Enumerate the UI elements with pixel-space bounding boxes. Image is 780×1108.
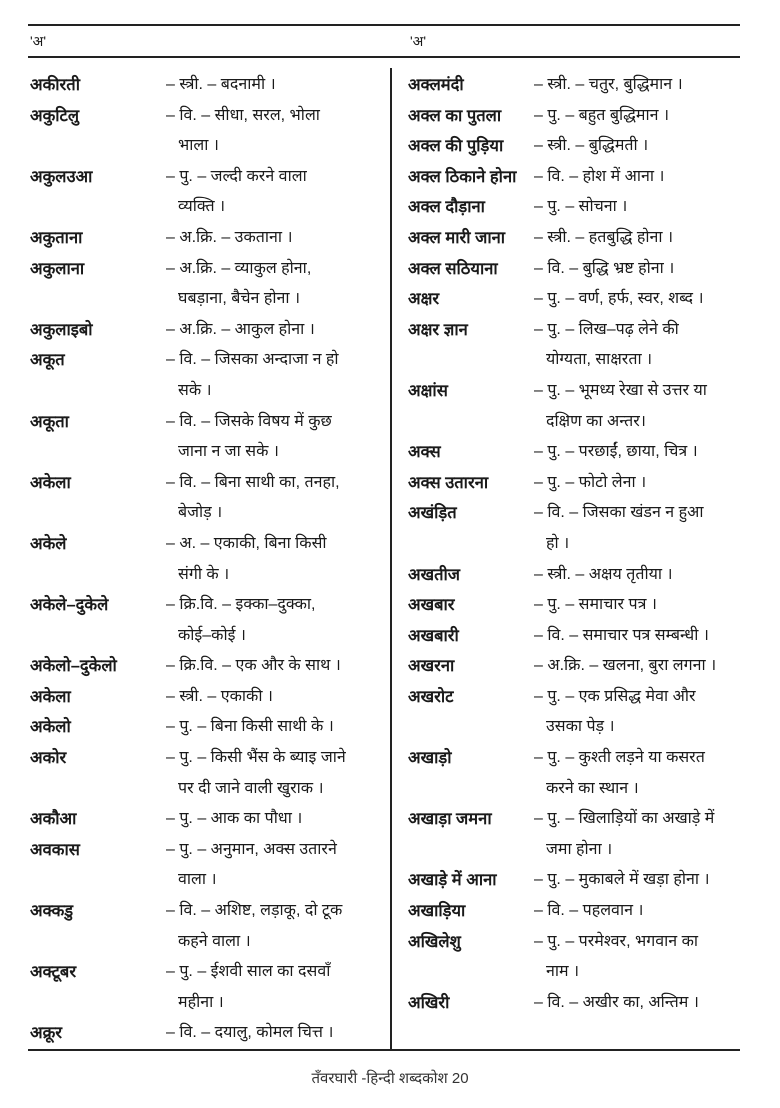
definition-line: – पु. – जल्दी करने वाला [166, 167, 307, 185]
entry-headword: अकौआ [30, 810, 77, 829]
entry-definition [534, 70, 738, 101]
dictionary-entry [30, 162, 372, 223]
definition-line: – वि. – समाचार पत्र सम्बन्धी । [534, 626, 709, 644]
definition-line: – पु. – परछाईं, छाया, चित्र । [534, 443, 698, 461]
definition-continuation: हो । [546, 534, 570, 552]
definition-line: – वि. – अशिष्ट, लड़ाकू, दो टूक [166, 902, 343, 920]
entry-headword: अक्स उतारना [408, 473, 489, 492]
entry-headword: अकुलाना [30, 259, 85, 278]
entry-headword: अक्ल सठियाना [408, 259, 498, 278]
definition-line: – पु. – लिख–पढ़ लेने की [534, 320, 679, 338]
entry-headword: अखंड़ित [408, 504, 457, 523]
entry-headword: अक्षर [408, 290, 440, 309]
dictionary-entry [408, 192, 738, 223]
definition-continuation: उसका पेड़ । [546, 718, 615, 736]
definition-line: – पु. – ईशवी साल का दसवाँ [166, 963, 331, 981]
definition-line: – वि. – पहलवान । [534, 902, 644, 920]
entry-definition [166, 651, 372, 682]
definition-line: – पु. – आक का पौधा । [166, 810, 303, 828]
dictionary-entry [30, 651, 372, 682]
dictionary-entry [30, 345, 372, 406]
dictionary-entry [30, 315, 372, 346]
definition-line: – पु. – समाचार पत्र । [534, 596, 657, 614]
definition-line: – वि. – दयालु, कोमल चित्त । [166, 1024, 334, 1042]
entry-definition [166, 254, 372, 315]
entry-headword: अकेलो [30, 718, 71, 737]
definition-continuation: भाला । [178, 137, 219, 155]
entry-definition [166, 345, 372, 406]
entry-headword: अखाड़िया [408, 902, 466, 921]
entry-headword: अकुटिलु [30, 106, 80, 125]
entry-definition [166, 162, 372, 223]
entry-definition [534, 651, 738, 682]
entry-definition [534, 804, 738, 865]
definition-line: – पु. – कुश्ती लड़ने या कसरत [534, 749, 705, 767]
dictionary-entry [408, 223, 738, 254]
entry-definition [166, 101, 372, 162]
definition-line: – वि. – बुद्धि भ्रष्ट होना । [534, 259, 675, 277]
definition-continuation: व्यक्ति । [178, 198, 226, 216]
entry-headword: अकेले [30, 534, 67, 553]
entry-headword: अकुलाइबो [30, 320, 93, 339]
dictionary-entry [30, 896, 372, 957]
dictionary-entry [408, 927, 738, 988]
entry-definition [166, 70, 372, 101]
header-letter-left: 'अ' [30, 33, 47, 49]
definition-line: – स्त्री. – बुद्धिमती । [534, 137, 649, 155]
entry-definition [534, 131, 738, 162]
left-column [30, 70, 372, 1049]
entry-definition [166, 223, 372, 254]
entry-definition [166, 743, 372, 804]
entry-definition [534, 590, 738, 621]
dictionary-entry [30, 223, 372, 254]
entry-definition [166, 682, 372, 713]
entry-definition [534, 682, 738, 743]
entry-headword: अखरोट [408, 687, 454, 706]
dictionary-entry [408, 131, 738, 162]
entry-definition [534, 743, 738, 804]
definition-continuation: योग्यता, साक्षरता । [546, 351, 653, 369]
definition-line: – वि. – सीधा, सरल, भोला [166, 106, 320, 124]
dictionary-entry [30, 804, 372, 835]
entry-headword: अखाड़े में आना [408, 871, 497, 890]
dictionary-entry [408, 254, 738, 285]
entry-definition [534, 284, 738, 315]
entry-definition [534, 560, 738, 591]
dictionary-entry [408, 682, 738, 743]
entry-definition [534, 896, 738, 927]
entry-definition [166, 835, 372, 896]
entry-headword: अक्ल मारी जाना [408, 228, 506, 247]
dictionary-entry [30, 468, 372, 529]
definition-line: – पु. – अनुमान, अक्स उतारने [166, 840, 337, 858]
definition-continuation: जमा होना । [546, 840, 613, 858]
definition-line: – पु. – एक प्रसिद्ध मेवा और [534, 687, 696, 705]
dictionary-entry [408, 315, 738, 376]
definition-line: – स्त्री. – एकाकी । [166, 687, 273, 705]
entry-headword: अखबारी [408, 626, 459, 645]
entry-headword: अकुलउआ [30, 167, 93, 186]
definition-line: – वि. – जिसका खंडन न हुआ [534, 504, 704, 522]
entry-definition [166, 590, 372, 651]
entry-definition [534, 988, 738, 1019]
entry-headword: अकूत [30, 351, 65, 370]
definition-line: – अ.क्रि. – खलना, बुरा लगना । [534, 657, 717, 675]
dictionary-entry [408, 804, 738, 865]
dictionary-entry [408, 284, 738, 315]
entry-headword: अक्रूर [30, 1024, 63, 1043]
definition-continuation: कोई–कोई । [178, 626, 246, 644]
dictionary-entry [408, 590, 738, 621]
running-header [28, 30, 740, 54]
entry-headword: अक्ल ठिकाने होना [408, 167, 517, 186]
definition-line: – पु. – भूमध्य रेखा से उत्तर या [534, 381, 707, 399]
entry-definition [166, 712, 372, 743]
dictionary-entry [30, 835, 372, 896]
entry-headword: अकुताना [30, 228, 83, 247]
entry-definition [166, 1018, 372, 1049]
dictionary-entry [408, 865, 738, 896]
header-letter-right: 'अ' [410, 33, 427, 49]
definition-line: – स्त्री. – चतुर, बुद्धिमान । [534, 76, 683, 93]
definition-line: – अ.क्रि. – आकुल होना । [166, 320, 315, 338]
entry-headword: अक्ल का पुतला [408, 106, 502, 125]
entry-headword: अक्लमंदी [408, 76, 464, 94]
dictionary-entry [30, 407, 372, 468]
entry-definition [534, 315, 738, 376]
entry-headword: अखिरी [408, 993, 450, 1012]
dictionary-entry [30, 712, 372, 743]
definition-line: – वि. – होश में आना । [534, 167, 665, 185]
entry-definition [534, 498, 738, 559]
entry-definition [534, 254, 738, 285]
page-footer: तँवरघारी -हिन्दी शब्दकोश 20 [311, 1070, 469, 1087]
entry-headword: अकेलो–दुकेलो [30, 657, 117, 676]
entry-headword: अवकास [30, 840, 80, 859]
entry-definition [534, 865, 738, 896]
definition-continuation: करने का स्थान । [546, 779, 639, 797]
entry-headword: अकेले–दुकेले [30, 596, 109, 615]
entry-definition [166, 468, 372, 529]
entry-definition [534, 376, 738, 437]
entry-headword: अक्षर ज्ञान [408, 320, 468, 339]
dictionary-entry [30, 590, 372, 651]
dictionary-entry [30, 682, 372, 713]
dictionary-entry [408, 988, 738, 1019]
entry-definition [166, 896, 372, 957]
definition-continuation: पर दी जाने वाली खुराक । [178, 779, 324, 797]
definition-continuation: कहने वाला । [178, 932, 251, 950]
definition-continuation: जाना न जा सके । [178, 443, 279, 461]
bottom-rule [28, 1049, 740, 1051]
dictionary-entry [408, 376, 738, 437]
entry-headword: अक्टूबर [30, 963, 77, 982]
dictionary-entry [408, 743, 738, 804]
entry-headword: अखरना [408, 657, 455, 676]
definition-line: – स्त्री. – हतबुद्धि होना । [534, 228, 674, 246]
entry-headword: अकीरती [30, 76, 80, 94]
entry-definition [534, 468, 738, 499]
entry-definition [166, 407, 372, 468]
entry-definition [166, 957, 372, 1018]
entry-definition [166, 804, 372, 835]
dictionary-entry [30, 70, 372, 101]
entry-headword: अखिलेशु [408, 932, 461, 951]
definition-continuation: नाम । [546, 963, 580, 981]
definition-line: – वि. – अखीर का, अन्तिम । [534, 993, 699, 1011]
definition-continuation: सके । [178, 381, 212, 399]
entry-headword: अकेला [30, 687, 71, 706]
header-rule [28, 56, 740, 58]
entry-definition [534, 621, 738, 652]
definition-line: – वि. – जिसके विषय में कुछ [166, 412, 332, 430]
entry-headword: अकेला [30, 473, 71, 492]
dictionary-entry [408, 468, 738, 499]
definition-continuation: बेजोड़ । [178, 504, 223, 522]
dictionary-entry [408, 560, 738, 591]
definition-continuation: संगी के । [178, 565, 230, 583]
dictionary-entry [30, 743, 372, 804]
entry-definition [534, 162, 738, 193]
entry-definition [534, 192, 738, 223]
entry-definition [534, 223, 738, 254]
entry-definition [534, 927, 738, 988]
definition-line: – पु. – बहुत बुद्धिमान । [534, 106, 670, 124]
definition-line: – पु. – वर्ण, हर्फ, स्वर, शब्द । [534, 290, 704, 308]
entry-definition [534, 101, 738, 132]
definition-line: – पु. – बिना किसी साथी के । [166, 718, 334, 736]
definition-continuation: घबड़ाना, बैचेन होना । [178, 290, 301, 308]
entry-headword: अक्कडु [30, 902, 74, 921]
dictionary-entry [30, 957, 372, 1018]
right-column [408, 70, 738, 1018]
dictionary-page [28, 0, 740, 1108]
definition-line: – पु. – परमेश्वर, भगवान का [534, 932, 699, 950]
definition-line: – पु. – मुकाबले में खड़ा होना । [534, 871, 710, 889]
definition-line: – अ. – एकाकी, बिना किसी [166, 534, 327, 552]
entry-definition [166, 529, 372, 590]
definition-line: – क्रि.वि. – एक और के साथ । [166, 657, 341, 675]
definition-line: – स्त्री. – अक्षय तृतीया । [534, 565, 673, 583]
entry-headword: अकूता [30, 412, 69, 431]
entry-headword: अक्षांस [408, 381, 448, 400]
definition-continuation: महीना । [178, 993, 224, 1011]
dictionary-entry [408, 498, 738, 559]
entry-headword: अक्स [408, 443, 441, 462]
dictionary-entry [30, 254, 372, 315]
entry-definition [534, 437, 738, 468]
definition-line: – पु. – फोटो लेना । [534, 473, 647, 491]
dictionary-entry [408, 437, 738, 468]
dictionary-entry [408, 162, 738, 193]
definition-line: – स्त्री. – बदनामी । [166, 76, 276, 93]
definition-line: – वि. – जिसका अन्दाजा न हो [166, 351, 339, 369]
dictionary-entry [30, 101, 372, 162]
definition-line: – पु. – किसी भैंस के ब्याइ जाने [166, 749, 346, 767]
definition-continuation: दक्षिण का अन्तर। [546, 412, 646, 430]
definition-line: – अ.क्रि. – उकताना । [166, 228, 293, 246]
entry-headword: अक्ल दौड़ाना [408, 198, 485, 217]
entry-definition [166, 315, 372, 346]
dictionary-entry [408, 621, 738, 652]
dictionary-entry [30, 529, 372, 590]
dictionary-entry [408, 101, 738, 132]
column-divider [390, 68, 392, 1050]
definition-line: – क्रि.वि. – इक्का–दुक्का, [166, 596, 316, 614]
top-rule [28, 24, 740, 26]
entry-headword: अखबार [408, 596, 455, 615]
entry-headword: अखाड़ो [408, 749, 452, 768]
dictionary-entry [30, 1018, 372, 1049]
entry-headword: अखतीज [408, 565, 461, 584]
entry-headword: अकोर [30, 749, 67, 768]
dictionary-entry [408, 70, 738, 101]
definition-line: – वि. – बिना साथी का, तनहा, [166, 473, 340, 491]
definition-continuation: वाला । [178, 871, 217, 889]
dictionary-entry [408, 896, 738, 927]
entry-headword: अखाड़ा जमना [408, 810, 492, 829]
definition-line: – अ.क्रि. – व्याकुल होना, [166, 259, 312, 277]
definition-line: – पु. – सोचना । [534, 198, 628, 216]
dictionary-entry [408, 651, 738, 682]
definition-line: – पु. – खिलाड़ियों का अखाड़े में [534, 810, 715, 828]
entry-headword: अक्ल की पुड़िया [408, 137, 504, 156]
